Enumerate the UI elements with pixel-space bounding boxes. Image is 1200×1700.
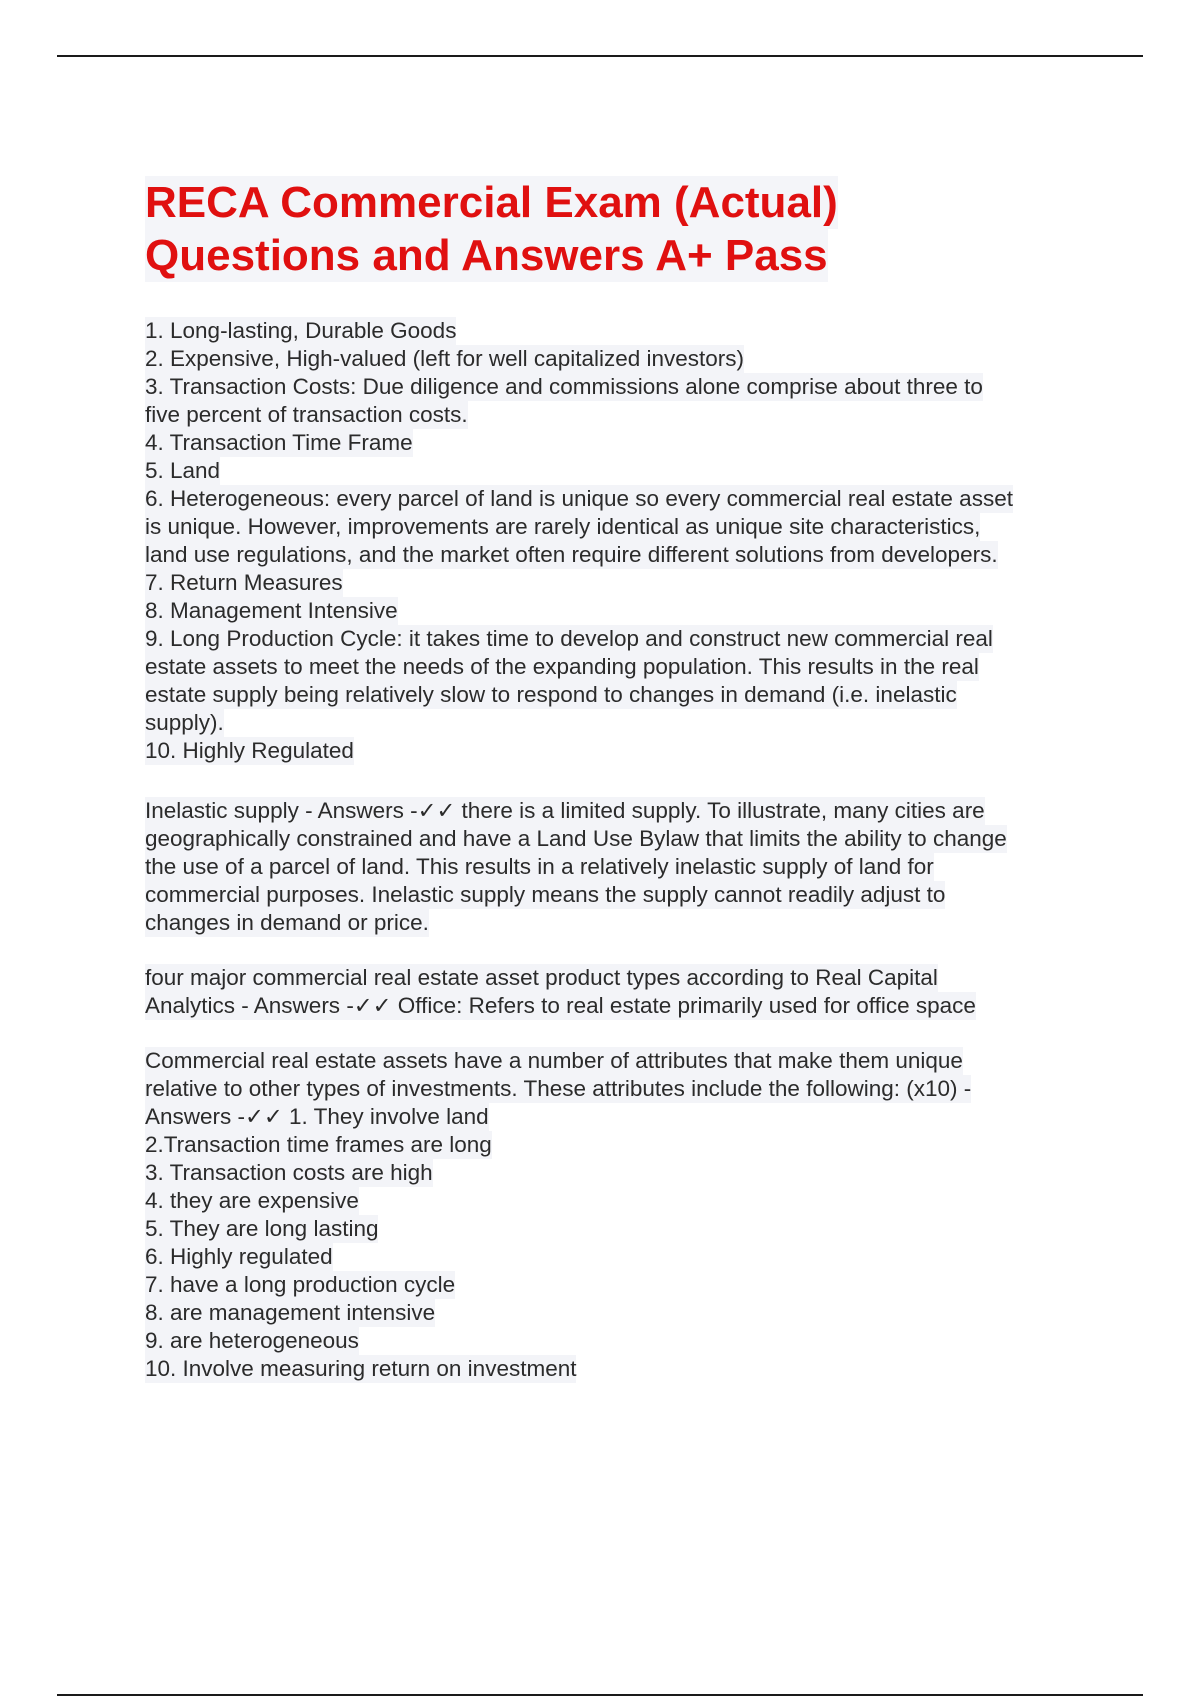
qa-line: changes in demand or price.	[145, 910, 429, 935]
document-title	[145, 176, 1085, 282]
list-line: 6. Heterogeneous: every parcel of land is unique so every commercial real estate asset	[145, 486, 1013, 511]
qa-line: Analytics - Answers -✓✓ Office: Refers to real estate primarily used for office space	[145, 993, 976, 1018]
qa-line: relative to other types of investments. These attributes include the following: (x10) -	[145, 1076, 972, 1101]
qa-line: Commercial real estate assets have a number of attributes that make them unique	[145, 1048, 963, 1073]
qa-line: 8. are management intensive	[145, 1300, 436, 1325]
qa-line: four major commercial real estate asset product types according to Real Capital	[145, 965, 938, 990]
qa-line: the use of a parcel of land. This results in a relatively inelastic supply of land for	[145, 854, 934, 879]
qa-line: commercial purposes. Inelastic supply means the supply cannot readily adjust to	[145, 882, 946, 907]
list-line: five percent of transaction costs.	[145, 402, 468, 427]
list-line: 2. Expensive, High-valued (left for well capitalized investors)	[145, 346, 745, 371]
title-line: RECA Commercial Exam (Actual)	[145, 178, 838, 227]
list-line: 4. Transaction Time Frame	[145, 430, 413, 455]
qa-line: 6. Highly regulated	[145, 1244, 333, 1269]
list-line: 1. Long-lasting, Durable Goods	[145, 318, 457, 343]
list-line: 5. Land	[145, 458, 221, 483]
qa-four-product-types	[145, 964, 1085, 1020]
list-line: 3. Transaction Costs: Due diligence and commissions alone comprise about three to	[145, 374, 983, 399]
list-line: land use regulations, and the market often require different solutions from developers.	[145, 542, 998, 567]
header-rule	[57, 55, 1143, 57]
qa-line: Answers -✓✓ 1. They involve land	[145, 1104, 489, 1129]
list-line: 10. Highly Regulated	[145, 738, 354, 763]
qa-asset-attributes	[145, 1047, 1085, 1383]
attributes-numbered-list	[145, 317, 1085, 765]
list-line: estate assets to meet the needs of the expanding population. This results in the real	[145, 654, 979, 679]
qa-line: 5. They are long lasting	[145, 1216, 379, 1241]
qa-line: 2.Transaction time frames are long	[145, 1132, 492, 1157]
list-line: supply).	[145, 710, 224, 735]
list-line: 7. Return Measures	[145, 570, 343, 595]
qa-line: 10. Involve measuring return on investment	[145, 1356, 577, 1381]
qa-line: geographically constrained and have a Land Use Bylaw that limits the ability to change	[145, 826, 1007, 851]
list-line: is unique. However, improvements are rarely identical as unique site characteristics,	[145, 514, 981, 539]
list-line: 9. Long Production Cycle: it takes time to develop and construct new commercial real	[145, 626, 993, 651]
qa-line: 9. are heterogeneous	[145, 1328, 359, 1353]
qa-line: 4. they are expensive	[145, 1188, 359, 1213]
qa-line: 7. have a long production cycle	[145, 1272, 456, 1297]
footer-rule	[57, 1694, 1143, 1696]
list-line: 8. Management Intensive	[145, 598, 398, 623]
qa-line: Inelastic supply - Answers -✓✓ there is a limited supply. To illustrate, many cities are	[145, 798, 985, 823]
qa-line: 3. Transaction costs are high	[145, 1160, 433, 1185]
qa-inelastic-supply	[145, 797, 1085, 937]
title-line: Questions and Answers A+ Pass	[145, 231, 828, 280]
list-line: estate supply being relatively slow to respond to changes in demand (i.e. inelastic	[145, 682, 957, 707]
document-body	[145, 176, 1085, 1383]
